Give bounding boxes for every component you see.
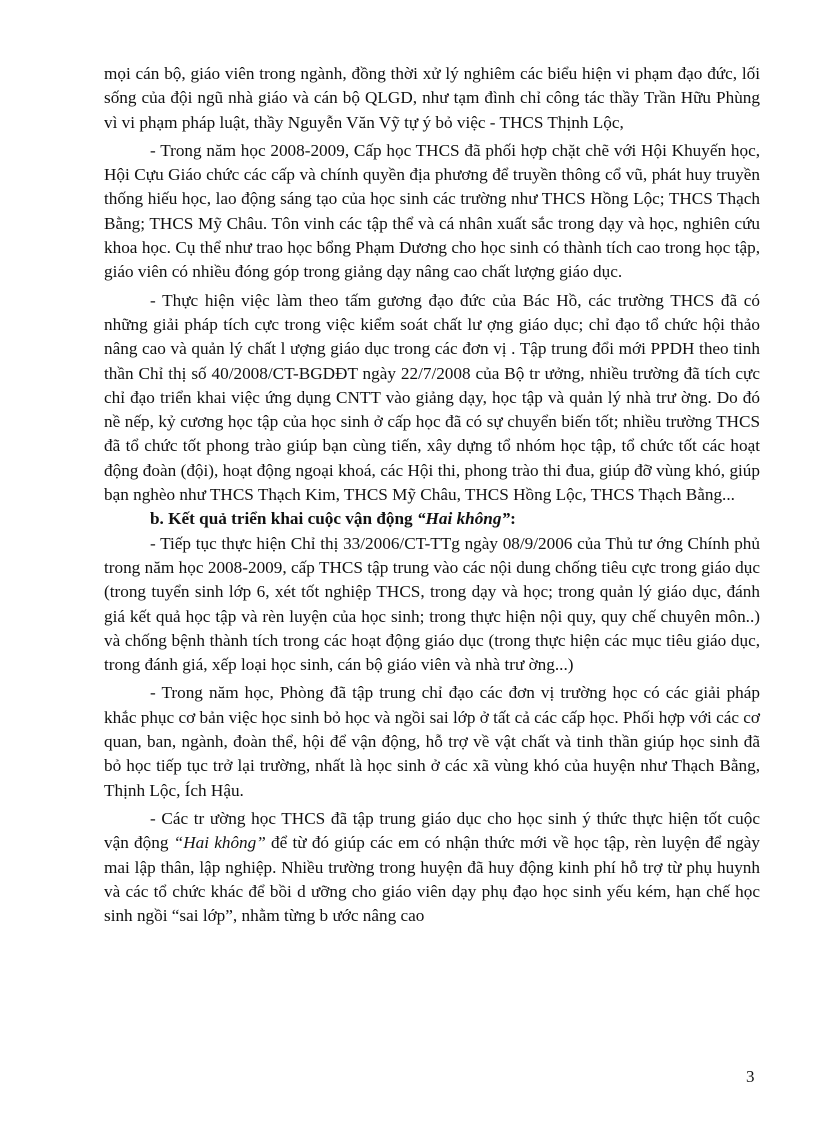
- body-text: [104, 62, 760, 928]
- last-paragraph-before: - Các tr ường học THCS đã tập trung giáo dục cho học sinh ý thức thực hiện tốt cuộc vận động: [104, 808, 760, 853]
- paragraph-bo-hoc: - Trong năm học, Phòng đã tập trung chỉ đạo các đơn vị trường học có các giải pháp khắc phục cơ bản việc học sinh bỏ học và ngồi sai lớp ở tất cả các cấp học. Phối hợp với các cơ quan, ban, ngành, đoàn thể, hội để vận động, hỗ trợ về vật chất và tinh thần giúp học sinh đã bỏ học tiếp tục trở lại trường, nhất là học sinh ở các xã vùng khó của huyện như Thạch Bằng, Thịnh Lộc, Ích Hậu.: [104, 683, 760, 800]
- paragraph-khuyen-hoc: - Trong năm học 2008-2009, Cấp học THCS đã phối hợp chặt chẽ với Hội Khuyến học, Hội Cựu Giáo chức các cấp và chính quyền địa phương để truyền thông cổ vũ, phát huy truyền thống hiếu học, lao động sáng tạo của học sinh các trường như THCS Hồng Lộc; THCS Thạch Bằng; THCS Mỹ Châu. Tôn vinh các tập thể và cá nhân xuất sắc trong dạy và học, nghiên cứu khoa học. Cụ thể như trao học bổng Phạm Dương cho học sinh có thành tích cao trong học tập, giáo viên có nhiều đóng góp trong giảng dạy nâng cao chất lượng giáo dục.: [104, 140, 760, 282]
- heading-b-italic: “Hai không”: [416, 509, 511, 529]
- last-paragraph-after: để từ đó giúp các em có nhận thức mới về học tập, rèn luyện để ngày mai lập thân, lập nghiệp. Nhiều trường trong huyện đã huy động kinh phí hỗ trợ từ phụ huynh và các tổ chức khác để bồi d ưỡng cho giáo viên dạy phụ đạo học sinh yếu kém, hạn chế học sinh ngồi “sai lớp”, nhằm từng b ước nâng cao: [104, 833, 760, 926]
- page-number: 3: [746, 1067, 755, 1086]
- section-heading-b: [104, 507, 760, 531]
- heading-b-suffix: :: [510, 509, 516, 529]
- paragraph-continuation: mọi cán bộ, giáo viên trong ngành, đồng thời xử lý nghiêm các biểu hiện vi phạm đạo đức, lối sống của đội ngũ nhà giáo và cán bộ QLGD, như tạm đình chỉ công tác thầy Trần Hữu Phùng vì vi phạm pháp luật, thầy Nguyễn Văn Vỹ tự ý bỏ việc - THCS Thịnh Lộc,: [104, 64, 760, 132]
- paragraph-tam-guong-bac-ho: - Thực hiện việc làm theo tấm gương đạo đức của Bác Hồ, các trường THCS đã có những giải pháp tích cực trong việc kiểm soát chất lư ợng giáo dục; chỉ đạo tổ chức hội thảo nâng cao và quản lý chất l ượng giáo dục trong các đơn vị . Tập trung đổi mới PPDH theo tinh thần Chỉ thị số 40/2008/CT-BGDĐT ngày 22/7/2008 của Bộ tr ưởng, nhiều trường đã tích cực chỉ đạo triển khai việc ứng dụng CNTT vào giảng dạy, học tập và quản lý nhà trư ờng. Do đó nề nếp, kỷ cương học tập của học sinh ở cấp học đã có sự chuyển biến tốt; nhiều trường THCS đã tổ chức tốt phong trào giúp bạn cùng tiến, xây dựng tổ nhóm học tập, tổ chức tốt các hoạt động đoàn (đội), hoạt động ngoại khoá, các Hội thi, phong trào thi đua, giúp đỡ vùng khó, giúp bạn nghèo như THCS Thạch Kim, THCS Mỹ Châu, THCS Hồng Lộc, THCS Thạch Bằng...: [104, 290, 760, 505]
- paragraph-hai-khong: [104, 807, 760, 928]
- last-paragraph-italic: “Hai không”: [173, 833, 266, 853]
- heading-b-prefix: b. Kết quả triển khai cuộc vận động: [150, 509, 417, 529]
- paragraph-chi-thi-33: - Tiếp tục thực hiện Chỉ thị 33/2006/CT-TTg ngày 08/9/2006 của Thủ tư ớng Chính phủ trong năm học 2008-2009, cấp THCS tập trung vào các nội dung chống tiêu cực trong giáo dục (trong tuyển sinh lớp 6, xét tốt nghiệp THCS, trong dạy và học; trong quản lý giáo dục, đánh giá kết quả học tập và rèn luyện của học sinh; trong thực hiện nội quy, quy chế chuyên môn..) và chống bệnh thành tích trong các hoạt động giáo dục (trong thực hiện các mục tiêu giáo dục, trong đánh giá, xếp loại học sinh, cán bộ giáo viên và nhà trư ờng...): [104, 533, 760, 675]
